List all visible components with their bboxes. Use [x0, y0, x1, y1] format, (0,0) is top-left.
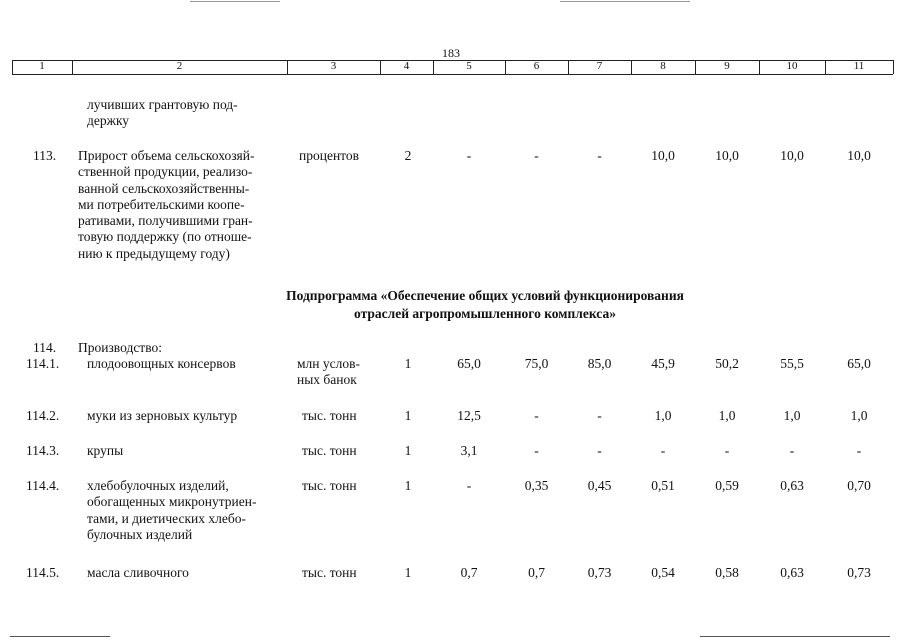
value-cell: 0,51 — [651, 478, 675, 493]
column-number: 1 — [39, 60, 45, 72]
row-number: 114.2. — [26, 408, 60, 423]
indicator-name: крупы — [87, 443, 124, 458]
row-number: 114. — [33, 340, 57, 355]
value-cell: - — [660, 443, 666, 458]
value-cell: 0,70 — [847, 478, 871, 493]
unit: млн услов- ных банок — [297, 356, 360, 388]
value-cell: 0,45 — [587, 478, 612, 493]
value-cell: - — [597, 408, 602, 423]
value-cell: 1,0 — [783, 408, 801, 423]
indicator-name: масла сливочного — [87, 565, 189, 580]
unit: тыс. тонн — [302, 443, 357, 458]
column-number: 2 — [176, 60, 183, 72]
column-number: 10 — [786, 60, 798, 72]
unit: тыс. тонн — [302, 478, 357, 493]
row-number: 113. — [33, 148, 57, 163]
value-cell: 1,0 — [654, 408, 672, 423]
value-cell: 50,2 — [715, 356, 739, 371]
row-number: 114.4. — [26, 478, 60, 493]
value-cell: - — [789, 443, 795, 458]
value-cell: 65,0 — [847, 356, 871, 371]
value-cell: - — [534, 408, 539, 423]
value-cell: 12,5 — [457, 408, 481, 423]
value-cell: - — [534, 443, 539, 458]
value-cell: 75,0 — [524, 356, 549, 371]
indicator-name: Прирост объема сельскохозяй- ственной продукции, реализо- ванной сельскохозяйственны- ми потребительскими коопе- ративами, получившими гран- товую поддержку (по отноше- нию к предыдущему году) — [78, 148, 255, 261]
col4-value: 1 — [404, 408, 412, 423]
value-cell: 0,63 — [780, 565, 804, 580]
col4-value: 1 — [404, 443, 412, 458]
indicator-name: плодоовощных консервов — [87, 356, 236, 371]
indicator-name: Производство: — [78, 340, 162, 355]
value-cell: 0,73 — [587, 565, 612, 580]
row-number: 114.5. — [26, 565, 60, 580]
scan-edge-rule — [700, 636, 890, 637]
column-number: 3 — [330, 60, 337, 72]
value-cell: 10,0 — [780, 148, 804, 163]
indicator-name: муки из зерновых культур — [87, 408, 238, 423]
value-cell: 3,1 — [460, 443, 478, 458]
value-cell: 0,58 — [715, 565, 739, 580]
value-cell: 1,0 — [850, 408, 868, 423]
scan-edge-rule — [190, 1, 280, 2]
col4-value: 1 — [404, 478, 412, 493]
value-cell: 0,63 — [780, 478, 804, 493]
value-cell: 0,54 — [651, 565, 675, 580]
scan-edge-rule — [10, 636, 110, 637]
indicator-name: лучивших грантовую под- держку — [87, 97, 238, 129]
col4-value: 1 — [404, 565, 412, 580]
value-cell: - — [856, 443, 862, 458]
value-cell: 55,5 — [780, 356, 804, 371]
column-number: 4 — [403, 60, 410, 72]
value-cell: - — [597, 443, 602, 458]
subprogram-heading: Подпрограмма «Обеспечение общих условий функционирования отраслей агропромышленного комплекса» — [286, 288, 684, 321]
column-number: 6 — [533, 60, 540, 72]
value-cell: 10,0 — [651, 148, 675, 163]
column-number: 8 — [660, 60, 666, 72]
value-cell: 0,35 — [524, 478, 549, 493]
value-cell: 10,0 — [847, 148, 871, 163]
value-cell: 85,0 — [587, 356, 612, 371]
column-number: 7 — [596, 60, 603, 72]
row-number: 114.1. — [26, 356, 60, 371]
col4-value: 2 — [404, 148, 412, 163]
value-cell: 10,0 — [715, 148, 739, 163]
value-cell: 45,9 — [651, 356, 675, 371]
value-cell: 0,59 — [715, 478, 739, 493]
value-cell: 0,7 — [528, 565, 545, 580]
unit: процентов — [299, 148, 360, 163]
value-cell: - — [466, 478, 472, 493]
page-number: 183 — [442, 46, 460, 60]
value-cell: 1,0 — [718, 408, 736, 423]
scan-edge-rule — [560, 1, 690, 2]
value-cell: - — [724, 443, 730, 458]
unit: тыс. тонн — [302, 565, 357, 580]
row-number: 114.3. — [26, 443, 60, 458]
col4-value: 1 — [404, 356, 412, 371]
value-cell: 65,0 — [457, 356, 481, 371]
value-cell: - — [466, 148, 472, 163]
indicator-name: хлебобулочных изделий, обогащенных микронутриен- тами, и диетических хлебо- булочных изделий — [87, 478, 257, 542]
value-cell: - — [534, 148, 539, 163]
column-number: 11 — [853, 60, 865, 72]
column-number: 5 — [466, 60, 472, 72]
unit: тыс. тонн — [302, 408, 357, 423]
value-cell: 0,73 — [847, 565, 871, 580]
value-cell: - — [597, 148, 602, 163]
column-number: 9 — [724, 60, 730, 72]
value-cell: 0,7 — [460, 565, 478, 580]
